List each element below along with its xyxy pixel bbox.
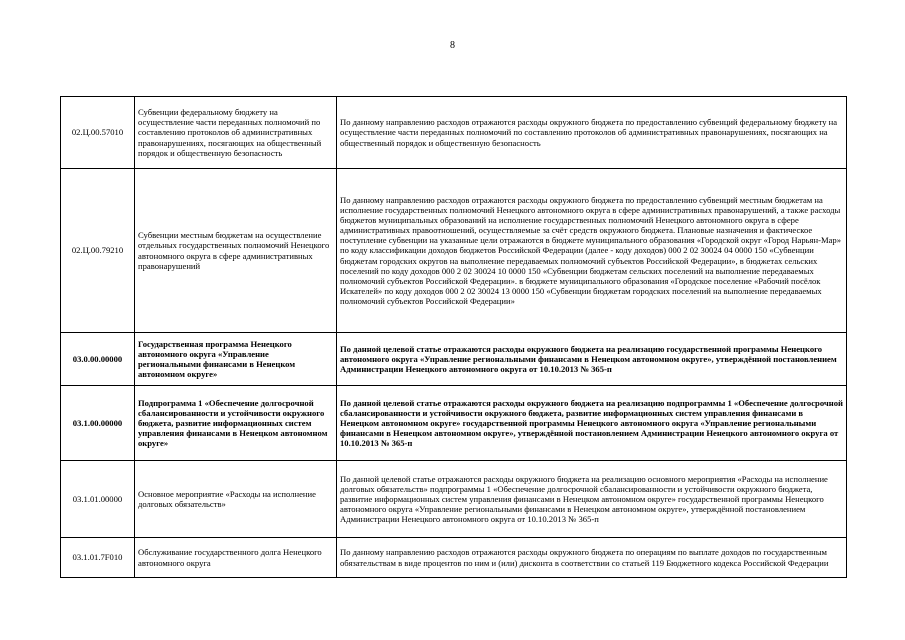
table-row [61,333,847,386]
target-article-name: Субвенции федеральному бюджету на осуществление части переданных полномочий по составлению протоколов об административных правонарушениях, посягающих на общественный порядок и общественную безопасность [135,97,337,169]
table-row [61,386,847,461]
target-article-description: По данной целевой статье отражаются расходы окружного бюджета на реализацию государственной программы Ненецкого автономного округа «Управление региональными финансами в Ненецком автономном округе», утверждённой постановлением Администрации Ненецкого автономного округа от 10.10.2013 № 365-п [337,333,847,386]
target-article-description: По данному направлению расходов отражаются расходы окружного бюджета по предоставлению субвенций федеральному бюджету на осуществление части переданных полномочий по составлению протоколов об административных правонарушениях, посягающих на общественный порядок и общественную безопасность [337,97,847,169]
table-row [61,461,847,538]
target-article-code: 03.1.01.7F010 [61,538,135,578]
target-article-description: По данному направлению расходов отражаются расходы окружного бюджета по операциям по выплате доходов по государственным обязательствам в виде процентов по ним и (или) дисконта в соответствии со статьей 119 Бюджетного кодекса Российской Федерации [337,538,847,578]
target-article-name: Основное мероприятие «Расходы на исполнение долговых обязательств» [135,461,337,538]
table-row [61,97,847,169]
target-article-description: По данному направлению расходов отражаются расходы окружного бюджета по предоставлению субвенций местным бюджетам на исполнение государственных полномочий Ненецкого автономного округа в сфере административных правонарушений, а также расходы бюджетов муниципальных образований на исполнение государственных полномочий Ненецкого автономного округа в сфере административных правоотношений, осуществляемые за счёт средств окружного бюджета. Плановые назначения и фактическое поступление субвенции на указанные цели отражаются в бюджете муниципального образования «Городской округ «Город Нарьян-Мар» по коду классификации доходов бюджетов Российской Федерации (далее - коду доходов) 000 2 02 30024 04 0000 150 «Субвенции бюджетам городских округов на выполнение передаваемых полномочий субъектов Российской Федерации», в бюджетах сельских поселений по коду доходов 000 2 02 30024 10 0000 150 «Субвенции бюджетам сельских поселений на выполнение передаваемых полномочий субъектов Российской Федерации». в бюджете муниципального образования «Городское поселение «Рабочий посёлок Искателей» по коду доходов 000 2 02 30024 13 0000 150 «Субвенции бюджетам городских поселений на выполнение передаваемых полномочий субъектов Российской Федерации» [337,169,847,333]
target-article-code: 03.0.00.00000 [61,333,135,386]
target-article-description: По данной целевой статье отражаются расходы окружного бюджета на реализацию подпрограммы 1 «Обеспечение долгосрочной сбалансированности и устойчивости окружного бюджета, развитие информационных систем управления финансами в Ненецком автономном округе» государственной программы Ненецкого автономного округа «Управление региональными финансами в Ненецком автономном округе», утверждённой постановлением Администрации Ненецкого автономного округа от 10.10.2013 № 365-п [337,386,847,461]
target-article-code: 02.Ц.00.57010 [61,97,135,169]
target-article-code: 03.1.00.00000 [61,386,135,461]
table-body [61,97,847,578]
target-articles-table [60,96,847,578]
target-article-name: Субвенции местным бюджетам на осуществление отдельных государственных полномочий Ненецкого автономного округа в сфере административных правонарушений [135,169,337,333]
target-article-code: 03.1.01.00000 [61,461,135,538]
page-number: 8 [450,40,455,51]
table-row [61,538,847,578]
target-article-code: 02.Ц.00.79210 [61,169,135,333]
target-article-name: Обслуживание государственного долга Ненецкого автономного округа [135,538,337,578]
target-article-name: Государственная программа Ненецкого автономного округа «Управление региональными финансами в Ненецком автономном округе» [135,333,337,386]
table-row [61,169,847,333]
target-article-name: Подпрограмма 1 «Обеспечение долгосрочной сбалансированности и устойчивости окружного бюджета, развитие информационных систем управления финансами в Ненецком автономном округе» [135,386,337,461]
target-article-description: По данной целевой статье отражаются расходы окружного бюджета на реализацию основного мероприятия «Расходы на исполнение долговых обязательств» подпрограммы 1 «Обеспечение долгосрочной сбалансированности и устойчивости окружного бюджета, развитие информационных систем управления финансами в Ненецком автономном округе» государственной программы Ненецкого автономного округа «Управление региональными финансами в Ненецком автономном округе», утверждённой постановлением Администрации Ненецкого автономного округа от 10.10.2013 № 365-п [337,461,847,538]
